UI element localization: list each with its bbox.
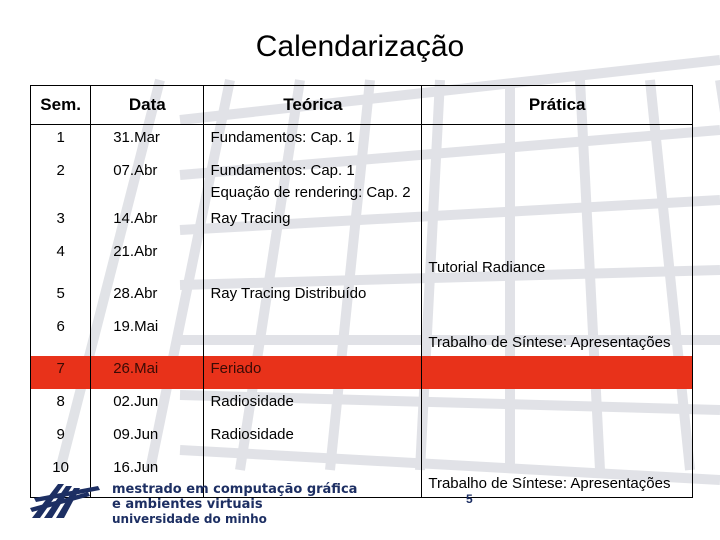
cell-date: 26.Mai: [91, 356, 204, 389]
cell-teorica: [204, 125, 422, 159]
cell-pratica: [422, 422, 693, 455]
schedule-table: [30, 85, 693, 498]
table-row: [31, 356, 693, 389]
cell-teorica: [204, 356, 422, 389]
cell-sem: 4: [31, 239, 91, 281]
cell-teorica: [204, 281, 422, 314]
cell-sem: 10: [31, 455, 91, 498]
cell-teorica: [204, 239, 422, 281]
cell-sem: 5: [31, 281, 91, 314]
cell-date: 09.Jun: [91, 422, 204, 455]
cell-teorica: [204, 314, 422, 356]
pratica-text: [428, 208, 686, 224]
teorica-line: Ray Tracing Distribuído: [210, 285, 367, 302]
university-logo: [28, 478, 378, 526]
cell-date: 02.Jun: [91, 389, 204, 422]
table-row: [31, 422, 693, 455]
cell-sem: 1: [31, 125, 91, 159]
table-row: [31, 239, 693, 281]
cell-pratica: [422, 356, 693, 389]
pratica-text: [428, 358, 686, 374]
cell-pratica: [422, 158, 693, 206]
table-row: [31, 389, 693, 422]
cell-pratica: [422, 455, 693, 498]
cell-date: 07.Abr: [91, 158, 204, 206]
cell-date: 21.Abr: [91, 239, 204, 281]
teorica-line: Feriado: [210, 360, 262, 377]
page-number: 5: [466, 492, 473, 506]
cell-pratica: [422, 239, 693, 281]
cell-sem: 2: [31, 158, 91, 206]
pratica-text: Tutorial Radiance: [428, 259, 546, 276]
cell-date: 16.Jun: [91, 455, 204, 498]
header-pratica: Prática: [422, 86, 693, 125]
pratica-text: Trabalho de Síntese: Apresentações: [428, 334, 671, 351]
cell-sem: 3: [31, 206, 91, 239]
cell-pratica: [422, 125, 693, 159]
logo-grid-icon: [28, 478, 108, 522]
cell-teorica: [204, 158, 422, 206]
cell-pratica: [422, 206, 693, 239]
slide-title: Calendarização: [255, 30, 465, 63]
logo-line-2: e ambientes virtuais: [112, 497, 263, 512]
table-row: [31, 125, 693, 159]
pratica-text: [428, 160, 686, 176]
cell-teorica: [204, 206, 422, 239]
cell-sem: 6: [31, 314, 91, 356]
cell-sem: 7: [31, 356, 91, 389]
pratica-text: [428, 391, 686, 407]
table-header-row: [31, 86, 693, 125]
cell-pratica: [422, 389, 693, 422]
header-date: Data: [91, 86, 204, 125]
cell-pratica: [422, 314, 693, 356]
cell-pratica: [422, 281, 693, 314]
table-row: [31, 314, 693, 356]
cell-sem: 9: [31, 422, 91, 455]
teorica-line: Radiosidade: [210, 426, 294, 443]
logo-line-1: mestrado em computação gráfica: [112, 482, 358, 497]
pratica-text: [428, 424, 686, 440]
teorica-line: Fundamentos: Cap. 1: [210, 162, 355, 179]
cell-sem: 8: [31, 389, 91, 422]
pratica-text: Trabalho de Síntese: Apresentações: [428, 475, 671, 492]
header-sem: Sem.: [31, 86, 91, 125]
table-row: [31, 206, 693, 239]
teorica-line: Fundamentos: Cap. 1: [210, 129, 355, 146]
cell-date: 14.Abr: [91, 206, 204, 239]
teorica-line: Radiosidade: [210, 393, 294, 410]
cell-date: 19.Mai: [91, 314, 204, 356]
cell-teorica: [204, 389, 422, 422]
table-row: [31, 158, 693, 206]
teorica-line: Equação de rendering: Cap. 2: [210, 184, 411, 201]
pratica-text: [428, 127, 686, 143]
pratica-text: [428, 283, 686, 299]
cell-teorica: [204, 422, 422, 455]
header-teorica: Teórica: [204, 86, 422, 125]
table-row: [31, 281, 693, 314]
teorica-line: Ray Tracing: [210, 210, 291, 227]
cell-date: 28.Abr: [91, 281, 204, 314]
logo-line-3: universidade do minho: [112, 512, 267, 526]
cell-date: 31.Mar: [91, 125, 204, 159]
